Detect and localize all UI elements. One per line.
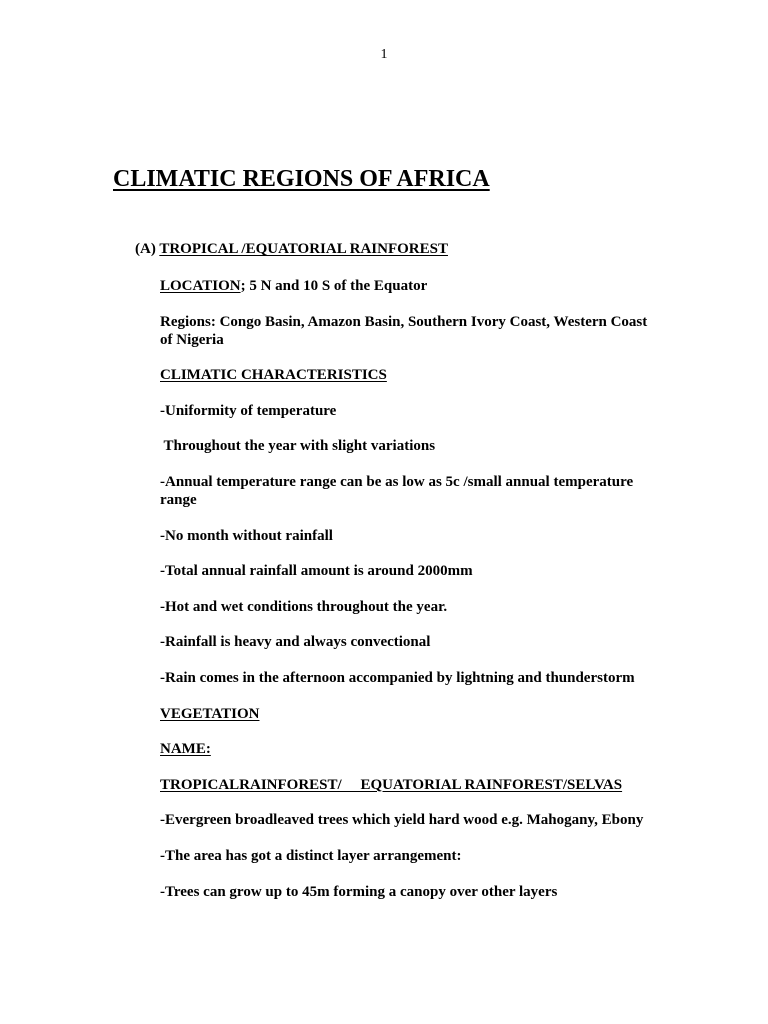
section-title: TROPICAL /EQUATORIAL RAINFOREST xyxy=(159,241,448,257)
location-text: ; 5 N and 10 S of the Equator xyxy=(240,278,428,294)
vegetation-heading: VEGETATION xyxy=(160,705,260,722)
location-line xyxy=(160,277,660,295)
section-marker: (A) xyxy=(135,241,156,257)
climatic-point: -Rainfall is heavy and always convectional xyxy=(160,634,431,651)
climatic-point: -Uniformity of temperature xyxy=(160,402,337,419)
document-title: CLIMATIC REGIONS OF AFRICA xyxy=(113,166,490,192)
climatic-point: -Hot and wet conditions throughout the year. xyxy=(160,598,448,615)
climatic-point: -No month without rainfall xyxy=(160,527,333,544)
section-body xyxy=(160,277,660,918)
climatic-characteristics-heading: CLIMATIC CHARACTERISTICS xyxy=(160,367,387,384)
climatic-point: -Rain comes in the afternoon accompanied by lightning and thunderstorm xyxy=(160,669,635,686)
climatic-point: -Total annual rainfall amount is around 2000mm xyxy=(160,563,473,580)
location-label: LOCATION xyxy=(160,278,241,294)
regions-line: Regions: Congo Basin, Amazon Basin, Southern Ivory Coast, Western Coast of Nigeria xyxy=(160,313,648,348)
climatic-point: -Annual temperature range can be as low as 5c /small annual temperature range xyxy=(160,473,634,508)
vegetation-point: -Trees can grow up to 45m forming a canopy over other layers xyxy=(160,883,558,900)
climatic-point: Throughout the year with slight variations xyxy=(160,438,436,455)
vegetation-point: -The area has got a distinct layer arrangement: xyxy=(160,847,462,864)
vegetation-names: TROPICALRAINFOREST/ EQUATORIAL RAINFOREST/SELVAS xyxy=(160,776,623,793)
page-number: 1 xyxy=(380,47,388,62)
section-heading xyxy=(135,241,448,258)
name-heading: NAME: xyxy=(160,741,211,758)
vegetation-point: -Evergreen broadleaved trees which yield hard wood e.g. Mahogany, Ebony xyxy=(160,812,644,829)
